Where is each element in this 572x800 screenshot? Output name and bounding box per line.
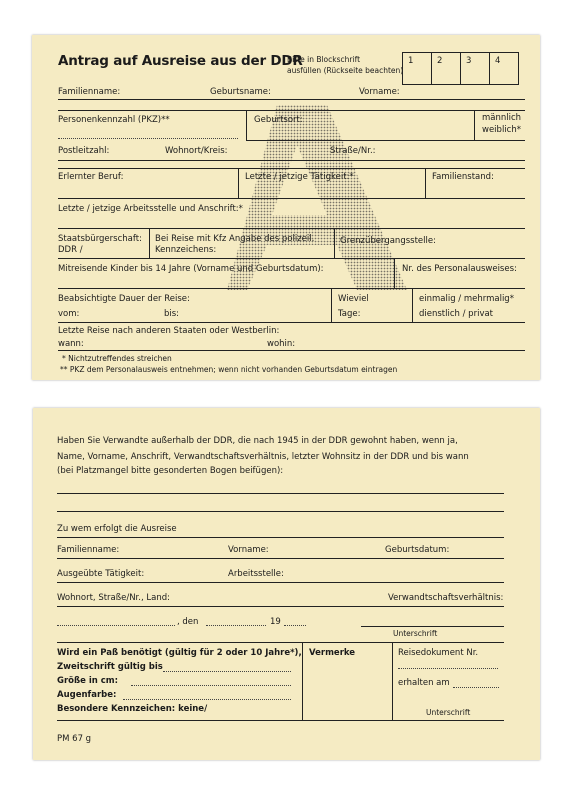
pkz-dots [58, 138, 238, 139]
row-line [246, 140, 525, 141]
divider [238, 168, 239, 198]
row-line [58, 110, 525, 111]
field-geburtsort[interactable]: Geburtsort: [254, 115, 303, 125]
option-dienstlich[interactable]: dienstlich / privat [419, 309, 494, 319]
row-line [58, 168, 525, 169]
divider [302, 642, 303, 720]
row-line [57, 558, 504, 559]
field-bis[interactable]: bis: [164, 309, 180, 319]
row-line [58, 198, 525, 199]
date-dots [206, 625, 266, 626]
field-grenzuebergang[interactable]: Grenzübergangsstelle: [340, 236, 436, 246]
augenfarbe-dots [123, 699, 291, 700]
field-ddr[interactable]: DDR / [58, 245, 83, 255]
divider [474, 110, 475, 140]
field-jahr[interactable]: 19 [270, 617, 281, 627]
field-personalausweis[interactable]: Nr. des Personalausweises: [402, 264, 517, 274]
field-vom[interactable]: vom: [58, 309, 80, 319]
field-familienname[interactable]: Familienname: [58, 87, 121, 97]
signature-label-2: Unterschrift [426, 708, 471, 717]
number-box-2: 2 [431, 52, 461, 85]
divider [412, 288, 413, 322]
instruction-line-2: ausfüllen (Rückseite beachten) [287, 66, 404, 75]
field-back-wohnort[interactable]: Wohnort, Straße/Nr., Land: [57, 593, 170, 603]
form-back-card [33, 408, 540, 760]
field-groesse[interactable]: Größe in cm: [57, 676, 119, 686]
divider [392, 642, 393, 720]
row-line [58, 350, 525, 351]
divider [425, 168, 426, 198]
divider [246, 110, 247, 140]
divider [334, 228, 335, 258]
footnote-1: * Nichtzutreffendes streichen [62, 354, 172, 363]
field-back-vorname[interactable]: Vorname: [228, 545, 269, 555]
row-line [58, 228, 525, 229]
option-maennlich[interactable]: männlich [482, 113, 522, 123]
number-box-4: 4 [489, 52, 519, 85]
instruction-line-1: Bitte in Blockschrift [287, 55, 361, 64]
question-line-1: Haben Sie Verwandte außerhalb der DDR, die nach 1945 in der DDR gewohnt haben, wenn ja, [57, 436, 458, 446]
field-reisedokument[interactable]: Reisedokument Nr. [398, 648, 479, 658]
field-back-arbeitsstelle[interactable]: Arbeitsstelle: [228, 569, 284, 579]
field-familienstand[interactable]: Familienstand: [432, 172, 494, 182]
signature-line [361, 626, 504, 627]
form-front-card [32, 35, 540, 380]
row-line [57, 537, 504, 538]
ort-dots [57, 625, 175, 626]
field-dauer[interactable]: Beabsichtigte Dauer der Reise: [58, 294, 190, 304]
number-box-3: 3 [460, 52, 490, 85]
field-verwandtschaft[interactable]: Verwandtschaftsverhältnis: [388, 593, 504, 603]
row-line [58, 99, 525, 100]
divider [331, 288, 332, 322]
row-line [57, 582, 504, 583]
field-staatsbuergerschaft[interactable]: Staatsbürgerschaft: [58, 234, 142, 244]
row-line [58, 288, 525, 289]
signature-label: Unterschrift [393, 629, 438, 638]
reisedokument-dots [398, 668, 498, 669]
field-kennzeichen[interactable]: Besondere Kennzeichen: keine/ [57, 704, 208, 714]
option-einmalig[interactable]: einmalig / mehrmalig* [419, 294, 514, 304]
footnote-2: ** PKZ dem Personalausweis entnehmen; wenn nicht vorhanden Geburtsdatum eintragen [60, 365, 398, 374]
row-line [57, 720, 504, 721]
field-kfz-line-1[interactable]: Bei Reise mit Kfz Angabe des polizeil. [155, 234, 315, 244]
field-arbeitsstelle[interactable]: Letzte / jetzige Arbeitsstelle und Anschrift:* [58, 204, 243, 214]
field-back-familienname[interactable]: Familienname: [57, 545, 120, 555]
field-geburtsname[interactable]: Geburtsname: [210, 87, 271, 97]
field-pkz[interactable]: Personenkennzahl (PKZ)** [58, 115, 170, 125]
answer-line [57, 511, 504, 512]
form-title: Antrag auf Ausreise aus der DDR [58, 53, 303, 69]
field-letzte-reise[interactable]: Letzte Reise nach anderen Staaten oder Westberlin: [58, 326, 280, 336]
number-box-1: 1 [402, 52, 432, 85]
field-back-taetigkeit[interactable]: Ausgeübte Tätigkeit: [57, 569, 145, 579]
field-augenfarbe[interactable]: Augenfarbe: [57, 690, 117, 700]
divider [394, 258, 395, 288]
row-line [57, 642, 504, 643]
field-wohin[interactable]: wohin: [267, 339, 296, 349]
option-weiblich[interactable]: weiblich* [482, 125, 521, 135]
field-vorname[interactable]: Vorname: [359, 87, 400, 97]
row-line [58, 258, 525, 259]
field-zweitschrift[interactable]: Zweitschrift gültig bis [57, 662, 163, 672]
zweitschrift-dots [163, 671, 291, 672]
field-wieviel[interactable]: Wieviel [338, 294, 369, 304]
row-line [58, 160, 525, 161]
field-vermerke[interactable]: Vermerke [309, 648, 356, 658]
field-strasse[interactable]: Straße/Nr.: [330, 146, 376, 156]
form-code: PM 67 g [57, 734, 92, 744]
field-erhalten[interactable]: erhalten am [398, 678, 450, 688]
field-postleitzahl[interactable]: Postleitzahl: [58, 146, 110, 156]
field-tage[interactable]: Tage: [338, 309, 361, 319]
field-beruf[interactable]: Erlernter Beruf: [58, 172, 124, 182]
field-back-geburtsdatum[interactable]: Geburtsdatum: [385, 545, 450, 555]
field-zu-wem[interactable]: Zu wem erfolgt die Ausreise [57, 524, 177, 534]
answer-line [57, 493, 504, 494]
question-line-2: Name, Vorname, Anschrift, Verwandtschaftsverhältnis, letzter Wohnsitz in der DDR und bis wann [57, 452, 469, 462]
year-dots [284, 625, 306, 626]
row-line [58, 322, 525, 323]
field-den[interactable]: , den [177, 617, 199, 627]
groesse-dots [131, 685, 291, 686]
divider [149, 228, 150, 258]
field-wohnort[interactable]: Wohnort/Kreis: [165, 146, 228, 156]
field-wann[interactable]: wann: [58, 339, 84, 349]
question-line-3: (bei Platzmangel bitte gesonderten Bogen beifügen): [57, 466, 284, 476]
field-taetigkeit[interactable]: Letzte / jetzige Tätigkeit:* [245, 172, 354, 182]
field-pass[interactable]: Wird ein Paß benötigt (gültig für 2 oder 10 Jahre*), [57, 648, 302, 658]
row-line [57, 606, 504, 607]
field-kinder[interactable]: Mitreisende Kinder bis 14 Jahre (Vorname und Geburtsdatum): [58, 264, 324, 274]
field-kfz-line-2: Kennzeichens: [155, 245, 217, 255]
erhalten-dots [453, 687, 499, 688]
